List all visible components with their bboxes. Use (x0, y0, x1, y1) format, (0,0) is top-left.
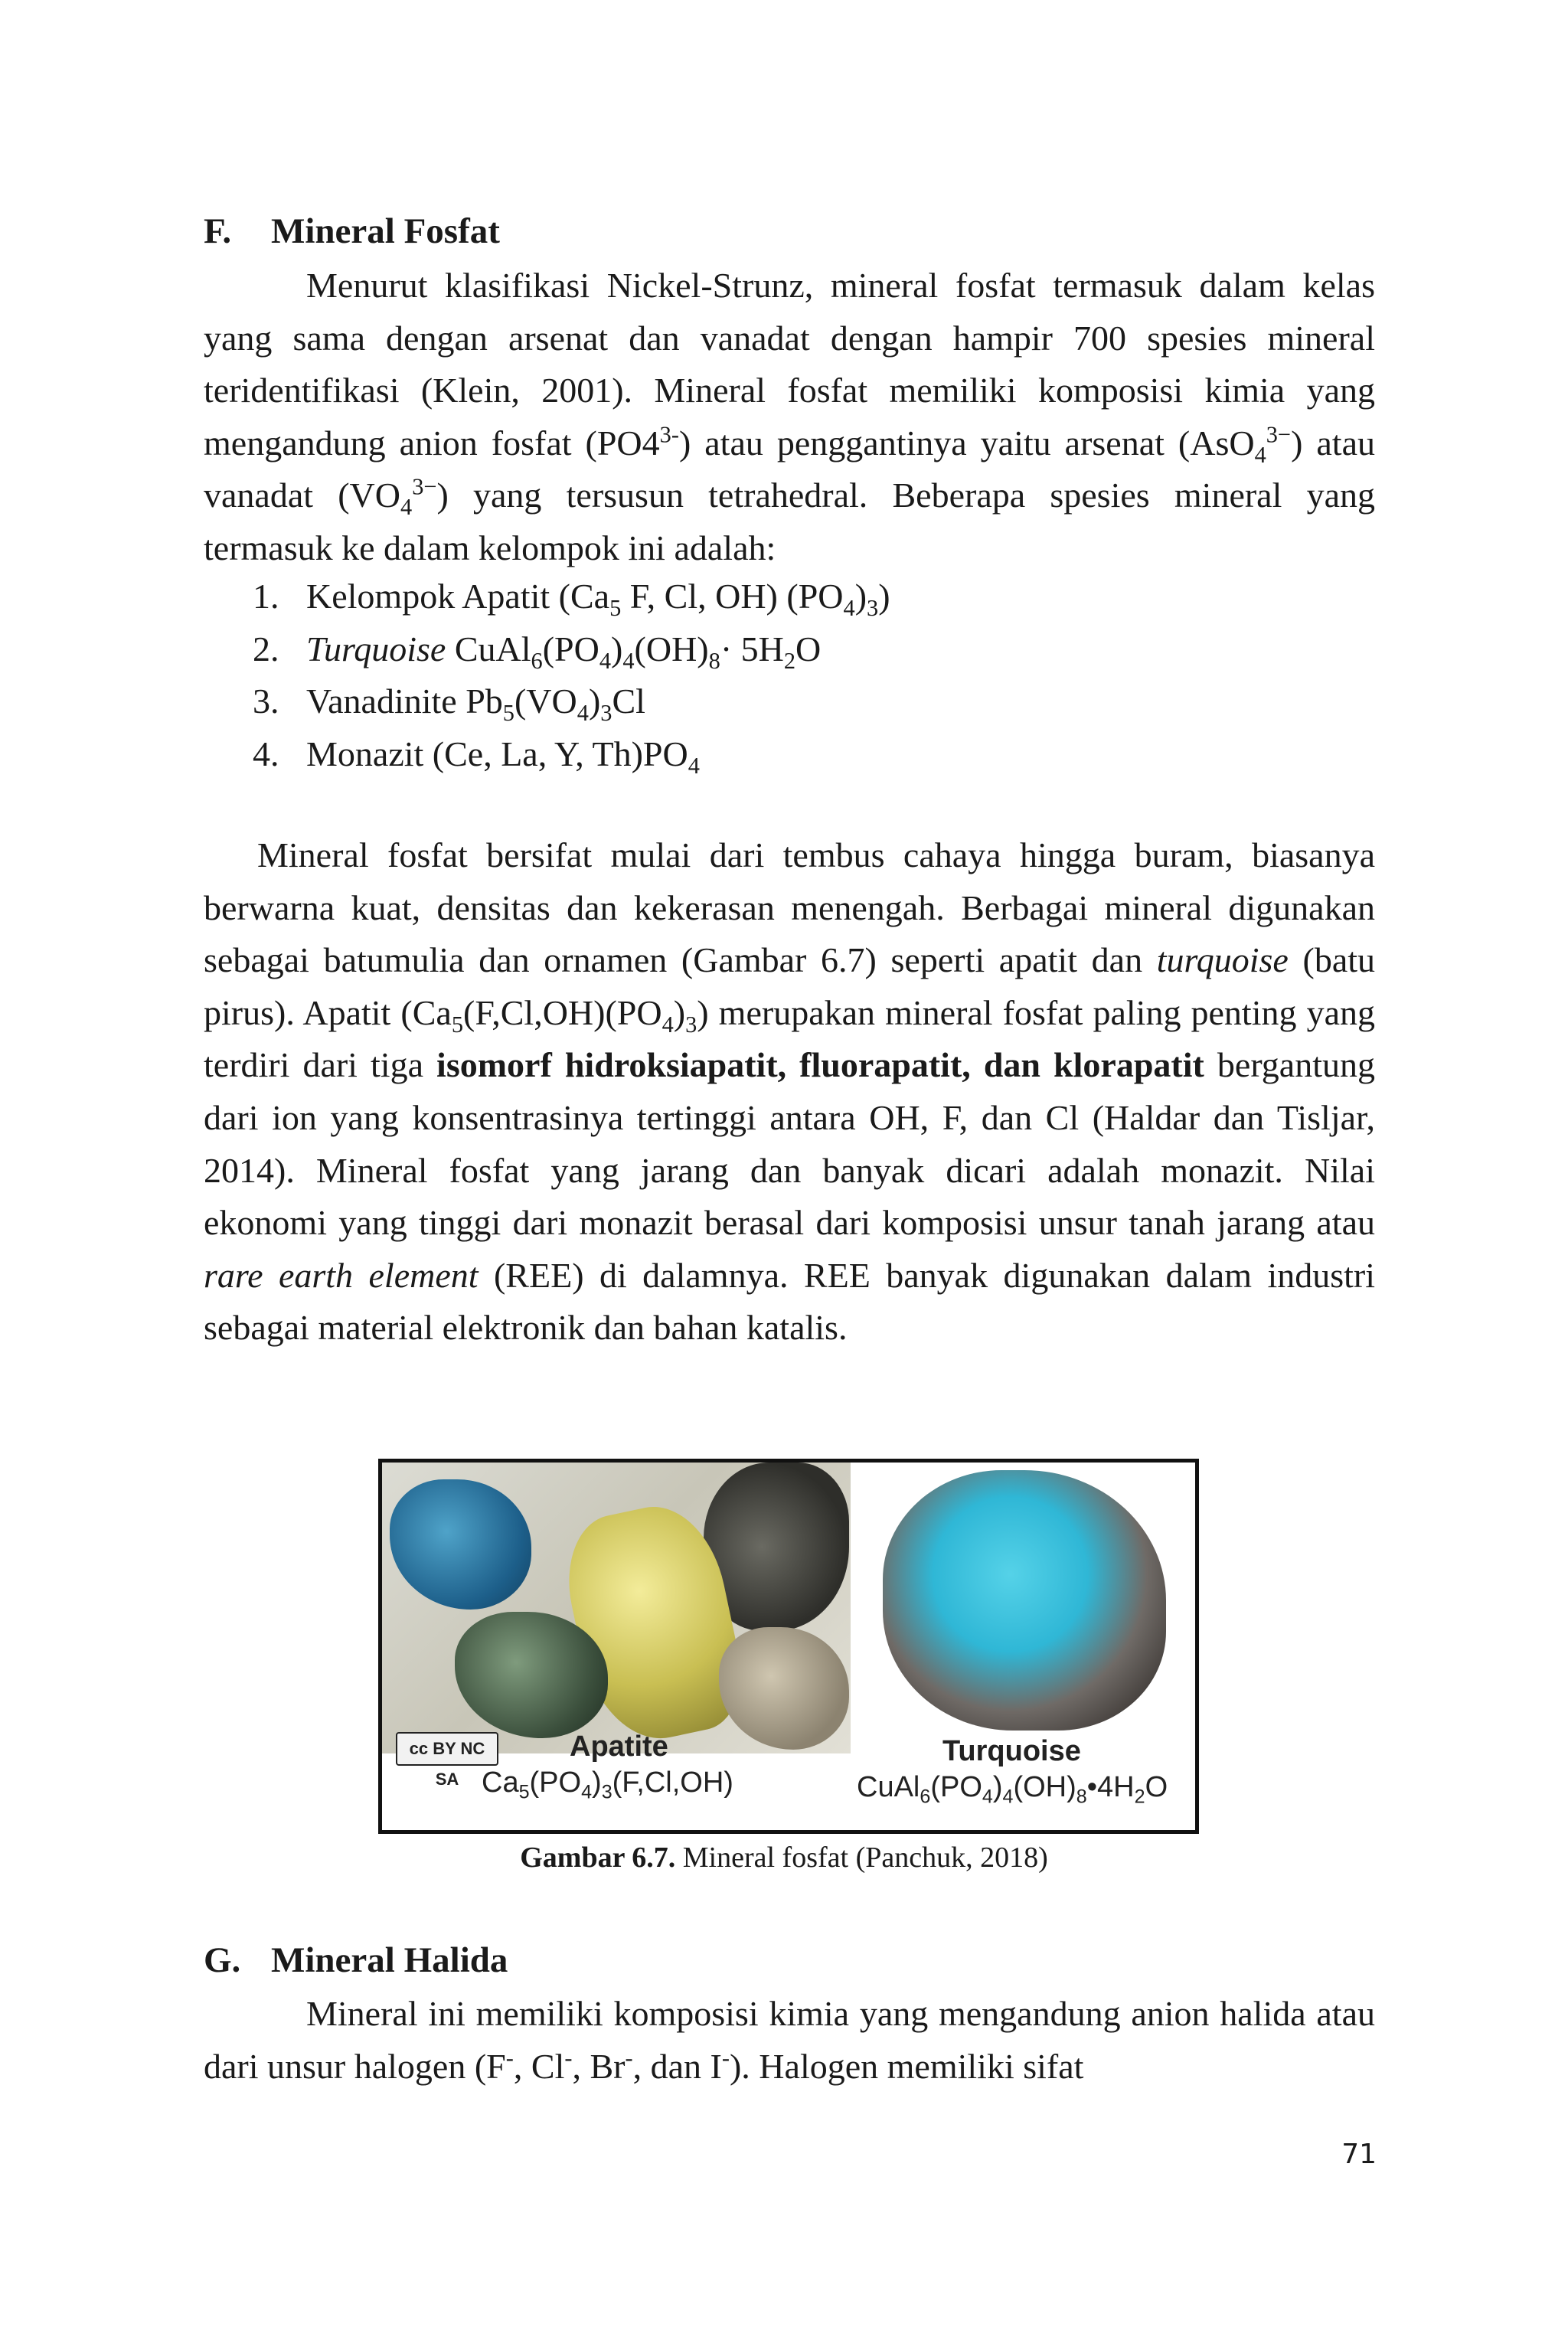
p1-text-d: ) yang tersusun tetrahedral. Beberapa spesies mineral yang termasuk ke dalam kelompok ini adalah: (204, 476, 1375, 567)
p1-sub-a: 4 (1254, 441, 1266, 468)
p1-sup-b: 3− (1266, 421, 1292, 448)
page-number: 71 (1341, 2139, 1377, 2170)
section-f-title: Mineral Fosfat (271, 211, 500, 251)
turquoise-photo (851, 1463, 1195, 1753)
p1-sub-b: 4 (400, 494, 413, 521)
p1-text-b: ) atau penggantinya yaitu arsenat (AsO (678, 423, 1255, 462)
section-g-letter: G. (204, 1940, 241, 1980)
section-g-heading (204, 1939, 508, 1982)
list-item (253, 570, 890, 623)
phosphate-mineral-list (253, 570, 890, 780)
list-item (253, 675, 890, 728)
list-item-text: Kelompok Apatit ($Ca_5$ F, Cl, OH) $(PO_4)_3$) (306, 577, 890, 622)
p1-sup-a: 3- (659, 421, 679, 448)
section-g-title: Mineral Halida (271, 1940, 508, 1980)
section-f-letter: F. (204, 211, 232, 251)
section-f-paragraph-2: Mineral fosfat bersifat mulai dari tembus cahaya hingga buram, biasanya berwarna kuat, densitas dan kekerasan menengah. Berbagai mineral digunakan sebagai batumulia dan ornamen (Gambar 6.7) seperti apatit dan turquoise (batu pirus). Apatit $(Ca_5(F,Cl,OH)(PO_4)_3)$ merupakan mineral fosfat paling penting yang terdiri dari tiga isomorf hidroksiapatit, fluorapatit, dan klorapatit bergantung dari ion yang konsentrasinya tertinggi antara OH, F, dan Cl (Haldar dan Tisljar, 2014). Mineral fosfat yang jarang dan banyak dicari adalah monazit. Nilai ekonomi yang tinggi dari monazit berasal dari komposisi unsur tanah jarang atau rare earth element (REE) di dalamnya. REE banyak digunakan dalam industri sebagai material elektronik dan bahan katalis. (204, 835, 1376, 1348)
list-number: 4. (253, 734, 279, 773)
apatite-formula: $Ca_5(PO_4)_3(F,Cl,OH)$ (482, 1766, 733, 1803)
figure-caption (0, 1840, 1568, 1875)
list-item (253, 728, 890, 781)
section-f-paragraph-1 (204, 260, 1375, 575)
list-item (253, 623, 890, 676)
turquoise-label: Turquoise (942, 1735, 1081, 1767)
list-item-text: Monazit (Ce, La, Y, $Th)PO_4$ (306, 734, 700, 779)
turquoise-formula: $CuAl_6(PO_4)_4(OH)_8•4H_2O$ (857, 1771, 1168, 1808)
list-number: 2. (253, 629, 279, 668)
apatite-photo (382, 1463, 851, 1753)
p1-text-c: ) atau vanadat (VO (204, 423, 1375, 515)
list-item-text: Vanadinite $Pb_5(VO_4)_3Cl$ (306, 681, 645, 727)
p1-sup-c: 3− (412, 474, 437, 501)
cc-license-icon: cc BY NC SA (396, 1732, 498, 1766)
caption-label: Gambar 6.7. (520, 1842, 676, 1874)
section-g-paragraph-1: Mineral ini memiliki komposisi kimia yang mengandung anion halida atau dari unsur halogen (F-, Cl-, Br-, dan I-). Halogen memiliki sifat (204, 1994, 1375, 2086)
list-item-text: Turquoise $CuAl_6(PO_4)_4(OH)_8\cdot 5H_2O$ (306, 629, 822, 674)
p1-text-a: Menurut klasifikasi Nickel-Strunz, mineral fosfat termasuk dalam kelas yang sama dengan arsenat dan vanadat dengan hampir 700 spesies mineral teridentifikasi (Klein, 2001). Mineral fosfat memiliki komposisi kimia yang mengandung anion fosfat (PO4 (204, 266, 1375, 462)
figure-phosphate-minerals (378, 1459, 1199, 1834)
section-f-heading (204, 210, 500, 253)
bold-isomorph-text: isomorf hidroksiapatit, fluorapatit, dan klorapatit (436, 1045, 1204, 1085)
list-number: 3. (253, 681, 279, 721)
list-number: 1. (253, 577, 279, 616)
caption-text: Mineral fosfat (Panchuk, 2018) (675, 1842, 1048, 1874)
apatite-label: Apatite (570, 1731, 668, 1763)
